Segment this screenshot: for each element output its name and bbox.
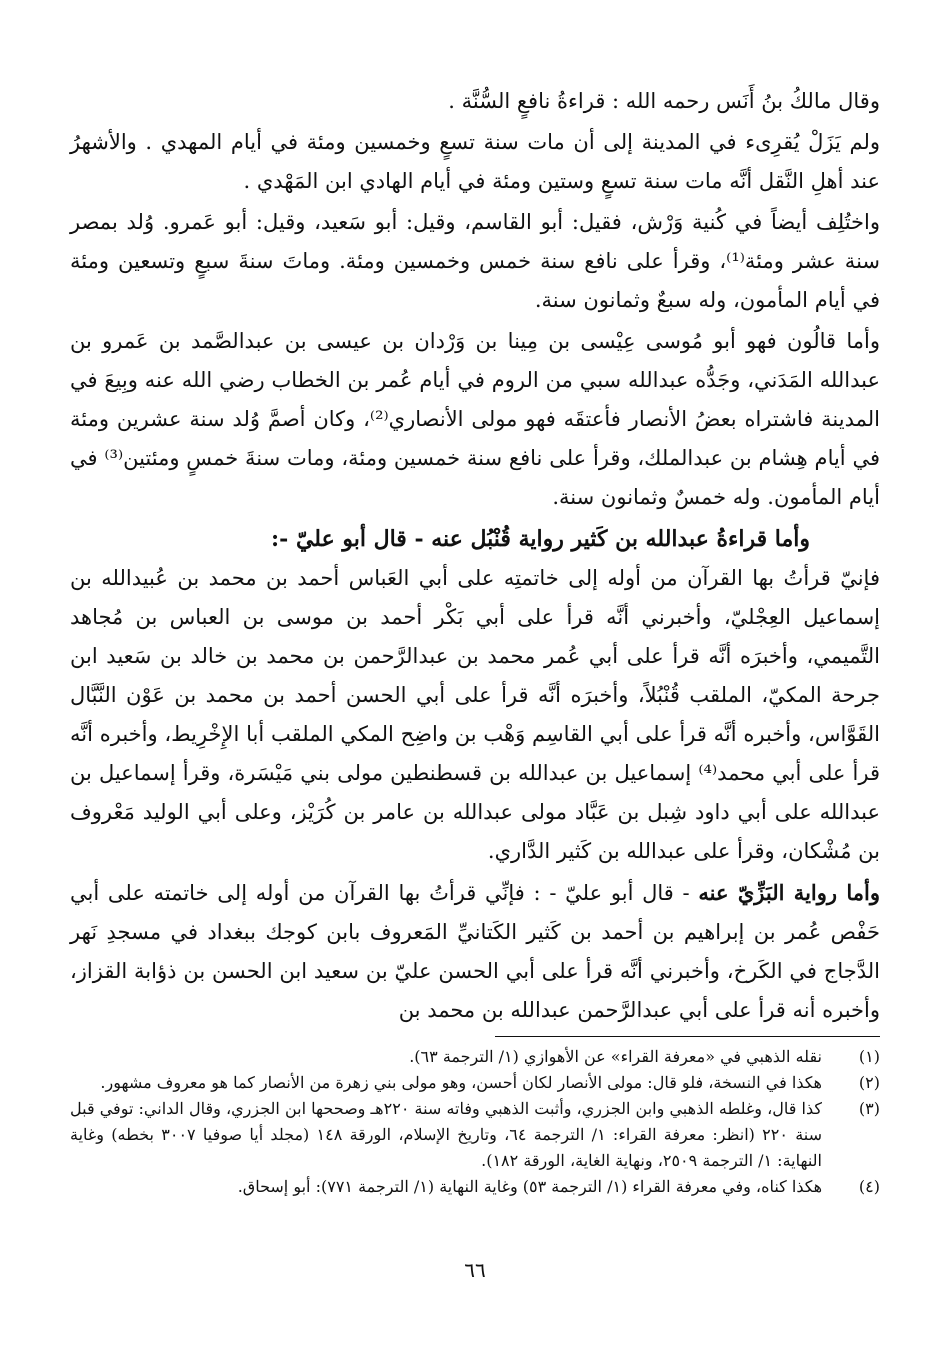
section-heading-bazzi: وأما رواية البَزِّيّ عنه bbox=[698, 880, 881, 905]
main-text bbox=[70, 82, 880, 1032]
paragraph: ولم يَزَلْ يُقرِىء في المدينة إلى أن مات سنة تسعٍ وخمسين ومئة في أيام المهدي . والأشهرُ عند أهلِ النَّقل أنَّه مات سنة تسعٍ وستين ومئة في أيام الهادي ابن المَهْدي . bbox=[70, 130, 880, 193]
footnote bbox=[70, 1070, 880, 1096]
footnote bbox=[70, 1044, 880, 1070]
footnote-number: (٤) bbox=[858, 1177, 880, 1196]
page-number: ٦٦ bbox=[464, 1258, 486, 1282]
footnote bbox=[70, 1174, 880, 1200]
footnote-number: (٣) bbox=[858, 1099, 880, 1118]
footnote-text: نقله الذهبي في «معرفة القراء» عن الأهوازي (١/ الترجمة ٦٣). bbox=[409, 1047, 822, 1066]
footnote-text: هكذا كناه، وفي معرفة القراء (١/ الترجمة ٥٣) وغاية النهاية (١/ الترجمة ٧٧١): أبو إسحاق. bbox=[237, 1177, 822, 1196]
paragraph: وأما قالُون فهو أبو مُوسى عِيْسى بن مِينا بن وَرْدان بن عيسى بن عبدالصَّمد بن عَمرو بن عبدالله المَدَني، وجَدُّه عبدالله سبي من الروم في أيام عُمر بن الخطاب رضي الله عنه وبِيعَ في المدينة فاشتراه بعضُ الأنصار فأعتقَه فهو مولى الأنصاري⁽²⁾، وكان أصمَّ وُلد سنة عشرين ومئة في أيام هِشام بن عبدالملك، وقرأ على نافع سنة خمسين ومئة، ومات سنةَ خمسٍ ومئتين⁽³⁾ في أيام المأمون. وله خمسٌ وثمانون سنة. bbox=[70, 329, 880, 509]
footnote-number: (١) bbox=[858, 1047, 880, 1066]
paragraph: واختُلِف أيضاً في كُنية وَرْش، فقيل: أبو القاسم، وقيل: أبو سَعيد، وقيل: أبو عَمرو. وُلد بمصر سنة عشر ومئة⁽¹⁾، وقرأ على نافع سنة خمس وخمسين ومئة. وماتَ سنةَ سبعٍ وتسعين ومئة في أيام المأمون، وله سبعٌ وثمانون سنة. bbox=[70, 210, 880, 312]
paragraph: وقال مالكُ بنُ أَنَس رحمه الله : قراءةُ نافعٍ السُّنَّة . bbox=[448, 89, 880, 113]
section-heading-qunbul: وأما قراءةُ عبدالله بن كَثير رواية قُنْبُل عنه - قال أبو عليّ -: bbox=[271, 526, 810, 552]
footnote-text: كذا قال، وغلطه الذهبي وابن الجزري، وأثبت الذهبي وفاته سنة ٢٢٠هـ وصححها ابن الجزري، وقال الداني: توفي قبل سنة ٢٢٠ (انظر: معرفة القراء: ١/ الترجمة ٦٤، وتاريخ الإسلام، الورقة ١٤٨ (مجلد أيا صوفيا ٣٠٠٧ بخطه) وغاية النهاية: ١/ الترجمة ٢٥٠٩، ونهاية الغاية، الورقة ١٨٢). bbox=[70, 1099, 823, 1170]
footnote-divider bbox=[495, 1036, 880, 1037]
footnote bbox=[70, 1096, 880, 1174]
footnote-text: هكذا في النسخة، فلو قال: مولى الأنصار لكان أحسن، وهو مولى بني زهرة من الأنصار كما هو معروف مشهور. bbox=[100, 1073, 822, 1092]
paragraph-bazzi-text: - قال أبو عليّ - : فإنِّي قرأتُ بها القرآن من أوله إلى خاتمته على أبي حَفْص عُمر بن إبراهيم بن أحمد بن كَثير الكَتانيِّ المَعروف بابن كوجك ببغداد في مسجدِ نَهر الدَّجاج في الكَرخ، وأخبرني أنَّه قرأ على أبي الحسن عليّ بن سعيد ابن الحسن بن ذؤابة القزاز، وأخبره أنه قرأ على أبي عبدالرَّحمن عبدالله بن محمد بن bbox=[70, 881, 880, 1022]
footnote-number: (٢) bbox=[858, 1073, 880, 1092]
footnotes bbox=[70, 1044, 880, 1200]
paragraph-bazzi bbox=[70, 873, 880, 1030]
paragraph: فإنيّ قرأتُ بها القرآن من أوله إلى خاتمتِه على أبي العَباس أحمد بن محمد بن عُبيدالله بن إسماعيل العِجْليّ، وأخبرني أنَّه قرأ على أبي بَكْر أحمد بن موسى بن العباس بن مُجاهد التَّميمي، وأخبرَه أنَّه قرأ على أبي عُمر محمد بن عبدالرَّحمن بن محمد بن خالد بن سَعيد ابن جرحة المكيّ، الملقب قُنْبُلاً، وأخبرَه أنَّه قرأ على أبي الحسن أحمد بن محمد بن عَوْن النَّبَّال القَوَّاس، وأخبره أنَّه قرأ على أبي القاسِم وَهْب بن واضِح المكي الملقب أبا الإِخْرِيط، وأخبره أنَّه قرأ على أبي محمد⁽⁴⁾ إسماعيل بن عبدالله بن قسطنطين مولى بني مَيْسَرة، وقرأ إسماعيل بن عبدالله على أبي داود شِبل بن عَبَّاد مولى عبدالله بن عامر بن كُرَيْز، وعلى أبي الوليد مَعْروف بن مُشْكان، وقرأ على عبدالله بن كَثير الدَّاري. bbox=[70, 566, 881, 863]
